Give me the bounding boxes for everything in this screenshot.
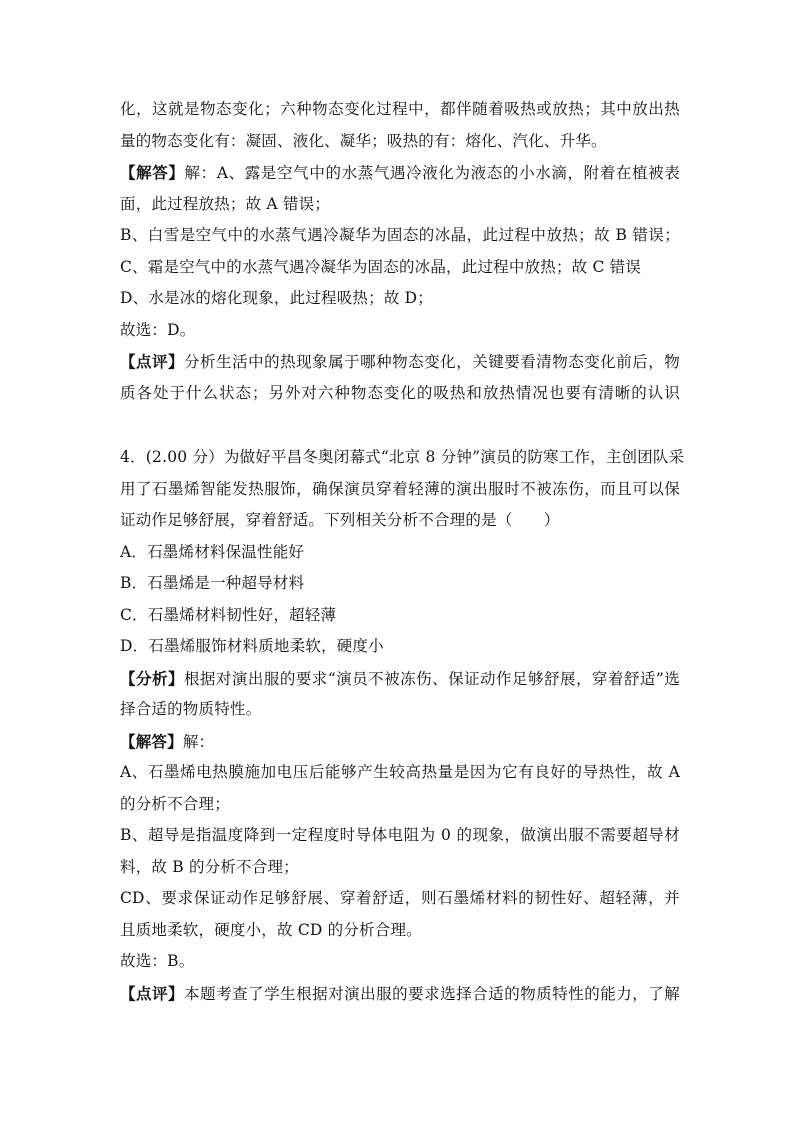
comment-tag: 【点评】 bbox=[120, 983, 185, 1003]
comment-tag: 【点评】 bbox=[120, 352, 185, 371]
analysis-line: 择合适的物质特性。 bbox=[120, 700, 262, 718]
comment-text: 本题考查了学生根据对演出服的要求选择合适的物质特性的能力，了解 bbox=[184, 984, 681, 1003]
option-c: C．石墨烯材料韧性好，超轻薄 bbox=[120, 605, 337, 624]
answer-line: A、石墨烯电热膜施加电压后能够产生较高热量是因为它有良好的导热性，故 A bbox=[120, 763, 680, 781]
answer-tag: 【解答】 bbox=[120, 163, 185, 182]
answer-line: B、白雪是空气中的水蒸气遇冷凝华为固态的冰晶，此过程中放热；故 B 错误； bbox=[120, 226, 680, 244]
answer-tag: 【解答】 bbox=[120, 731, 183, 751]
answer-line: 面，此过程放热；故 A 错误； bbox=[120, 194, 331, 213]
comment-text: 分析生活中的热现象属于哪种物态变化，关键要看清物态变化前后，物 bbox=[184, 353, 681, 371]
answer-line bbox=[120, 726, 680, 758]
comment-line bbox=[120, 978, 680, 1010]
answer-line: CD、要求保证动作足够舒展、穿着舒适，则石墨烯材料的韧性好、超轻薄，并 bbox=[120, 889, 680, 907]
analysis-line bbox=[120, 663, 680, 695]
answer-line: 故选：B。 bbox=[120, 952, 195, 970]
answer-line: 且质地柔软，硬度小，故 CD 的分析合理。 bbox=[120, 920, 422, 939]
answer-line: 料，故 B 的分析不合理； bbox=[120, 857, 299, 876]
question-stem-line: 用了石墨烯智能发热服饰，确保演员穿着轻薄的演出服时不被冻伤，而且可以保 bbox=[120, 479, 680, 498]
answer-line: D、水是冰的熔化现象，此过程吸热；故 D； bbox=[120, 289, 433, 307]
answer-line: 的分析不合理； bbox=[120, 794, 230, 813]
analysis-continuation-line: 化，这就是物态变化；六种物态变化过程中，都伴随着吸热或放热；其中放出热 bbox=[120, 100, 680, 118]
analysis-tag: 【分析】 bbox=[120, 668, 184, 688]
answer-line: C、霜是空气中的水蒸气遇冷凝华为固态的冰晶，此过程中放热；故 C 错误 bbox=[120, 257, 642, 276]
analysis-text: 根据对演出服的要求“演员不被冻伤、保证动作足够舒展，穿着舒适”选 bbox=[183, 669, 680, 688]
answer-text: 解：A、露是空气中的水蒸气遇冷液化为液态的小水滴，附着在植被表 bbox=[184, 164, 680, 182]
comment-line bbox=[120, 346, 680, 378]
option-d: D．石墨烯服饰材料质地柔软，硬度小 bbox=[120, 637, 384, 655]
option-a: A．石墨烯材料保温性能好 bbox=[120, 542, 305, 561]
answer-text: 解： bbox=[182, 732, 215, 751]
answer-line: B、超导是指温度降到一定程度时导体电阻为 0 的现象，做演出服不需要超导材 bbox=[120, 826, 680, 844]
answer-line: 故选：D。 bbox=[120, 320, 196, 339]
document-page bbox=[120, 94, 685, 1009]
answer-line bbox=[120, 157, 680, 189]
analysis-continuation-line: 量的物态变化有：凝固、液化、凝华；吸热的有：熔化、汽化、升华。 bbox=[120, 131, 607, 150]
section-gap bbox=[120, 409, 680, 442]
question-stem-line: 证动作足够舒展，穿着舒适。下列相关分析不合理的是（ ） bbox=[120, 511, 560, 529]
option-b: B．石墨烯是一种超导材料 bbox=[120, 574, 305, 592]
comment-line: 质各处于什么状态；另外对六种物态变化的吸热和放热情况也要有清晰的认识 bbox=[120, 383, 680, 402]
question-stem-line: 4．(2.00 分）为做好平昌冬奥闭幕式“北京 8 分钟”演员的防寒工作，主创团队采 bbox=[120, 448, 685, 466]
